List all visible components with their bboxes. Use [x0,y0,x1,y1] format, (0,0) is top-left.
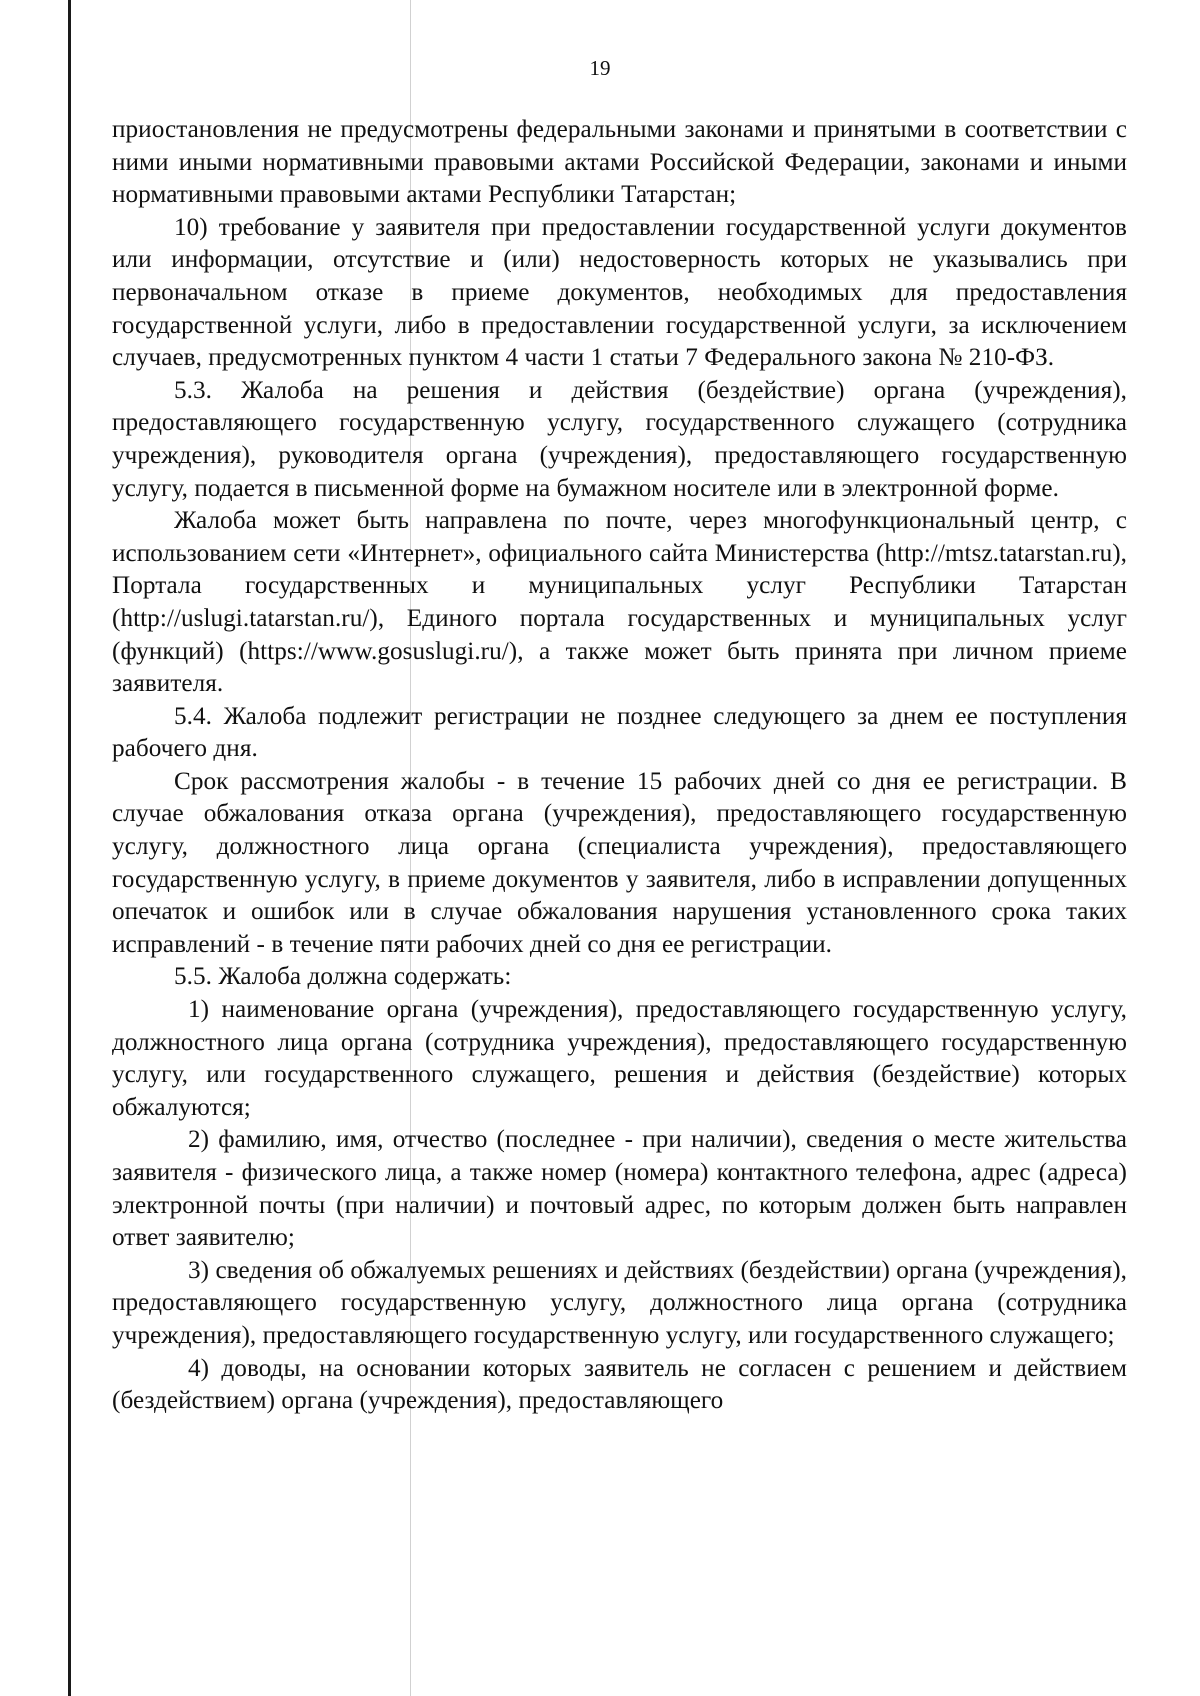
paragraph-item-10: 10) требование у заявителя при предоставлении государственной услуги документов или информации, отсутствие и (или) недостоверность которых не указывались при первоначальном отказе в приеме документов, необходимых для предоставления государственной услуги, либо в предоставлении государственной услуги, за исключением случаев, предусмотренных пунктом 4 части 1 статьи 7 Федерального закона № 210-ФЗ. [112,213,1127,372]
paragraph-item-4: 4) доводы, на основании которых заявитель не согласен с решением и действием (бездействием) органа (учреждения), предоставляющего [112,1354,1127,1415]
paragraph-item-1: 1) наименование органа (учреждения), предоставляющего государственную услугу, должностного лица органа (сотрудника учреждения), предоставляющего государственную услугу, или государственного служащего, решения и действия (бездействие) которых обжалуются; [112,996,1127,1121]
paragraph-item-3: 3) сведения об обжалуемых решениях и действиях (бездействии) органа (учреждения), предоставляющего государственную услугу, должностного лица органа (сотрудника учреждения), предоставляющего государственную услугу, или государственного служащего; [112,1256,1127,1349]
binding-margin-line [68,0,71,1696]
paragraph-complaint-channels: Жалоба может быть направлена по почте, через многофункциональный центр, с использованием сети «Интернет», официального сайта Министерства (http://mtsz.tatarstan.ru), Портала государственных и муниципальных услуг Республики Татарстан (http://uslugi.tatarstan.ru/), Единого портала государственных и муниципальных услуг (функций) (https://www.gosuslugi.ru/), а также может быть принята при личном приеме заявителя. [112,507,1127,698]
page-number: 19 [589,56,611,80]
paragraph-5-4: 5.4. Жалоба подлежит регистрации не позднее следующего за днем ее поступления рабочего дня. [112,702,1127,763]
paragraph-5-3: 5.3. Жалоба на решения и действия (бездействие) органа (учреждения), предоставляющего государственную услугу, государственного служащего (сотрудника учреждения), руководителя органа (учреждения), предоставляющего государственную услугу, подается в письменной форме на бумажном носителе или в электронной форме. [112,376,1127,502]
paragraph-item-2: 2) фамилию, имя, отчество (последнее - при наличии), сведения о месте жительства заявителя - физического лица, а также номер (номера) контактного телефона, адрес (адреса) электронной почты (при наличии) и почтовый адрес, по которым должен быть направлен ответ заявителю; [112,1126,1127,1252]
document-body [112,114,1127,1418]
paragraph-5-5: 5.5. Жалоба должна содержать: [174,963,512,991]
paragraph-review-term: Срок рассмотрения жалобы - в течение 15 рабочих дней со дня ее регистрации. В случае обжалования отказа органа (учреждения), предоставляющего государственную услугу, должностного лица органа (специалиста учреждения), предоставляющего государственную услугу, в приеме документов у заявителя, либо в исправлении допущенных опечаток и ошибок или в случае обжалования нарушения установленного срока таких исправлений - в течение пяти рабочих дней со дня ее регистрации. [112,767,1127,958]
paragraph-continuation: приостановления не предусмотрены федеральными законами и принятыми в соответствии с ними иными нормативными правовыми актами Российской Федерации, законами и иными нормативными правовыми актами Республики Татарстан; [112,116,1127,209]
